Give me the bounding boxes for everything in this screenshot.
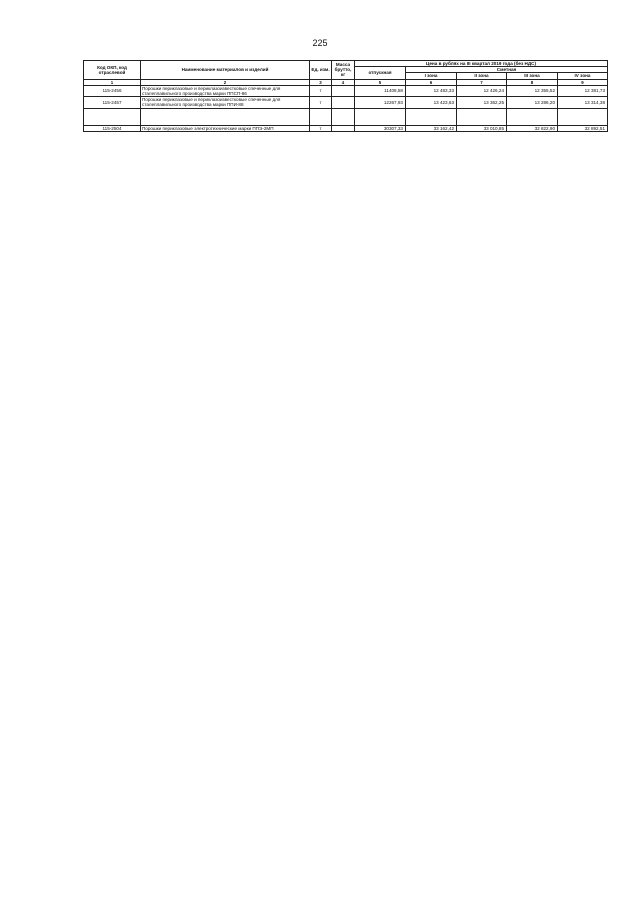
placeholder-cell — [507, 108, 558, 125]
placeholder-cell — [141, 108, 310, 125]
header-zone-4: IV зона — [558, 73, 608, 79]
column-index: 4 — [332, 79, 355, 85]
placeholder-cell — [310, 108, 332, 125]
row-zone-4-price: 13 314,38 — [558, 97, 608, 108]
row-unit: т — [310, 97, 332, 108]
row-zone-1-price: 13 423,63 — [406, 97, 457, 108]
table-row — [84, 97, 608, 108]
row-zone-2-price: 12 426,24 — [457, 85, 507, 96]
header-code: Код ОКП, код отраслевой — [84, 61, 141, 80]
placeholder-cell — [457, 108, 507, 125]
row-mass — [332, 85, 355, 96]
row-zone-2-price: 33 010,85 — [457, 125, 507, 131]
column-index: 3 — [310, 79, 332, 85]
unread-rows-placeholder — [84, 108, 608, 125]
header-zone-3: III зона — [507, 73, 558, 79]
row-unit: т — [310, 85, 332, 96]
row-mass — [332, 125, 355, 131]
row-release-price: 11408,58 — [355, 85, 406, 96]
row-zone-3-price: 32 822,90 — [507, 125, 558, 131]
price-table — [83, 60, 608, 132]
header-zone-2: II зона — [457, 73, 507, 79]
column-index: 6 — [406, 79, 457, 85]
row-name: Порошки периклазовые и периклазоизвестковые спеченные для сталеплавильного производства марки ППИ-88 — [141, 97, 310, 108]
row-zone-3-price: 12 355,52 — [507, 85, 558, 96]
row-code: 115-2457 — [84, 97, 141, 108]
placeholder-cell — [406, 108, 457, 125]
header-price-group: Цена в рублях на III квартал 2019 года (без НДС) — [355, 61, 608, 67]
row-zone-1-price: 33 162,42 — [406, 125, 457, 131]
row-release-price: 30307,33 — [355, 125, 406, 131]
row-name: Порошки периклазовые и периклазоизвестковые спеченные для сталеплавильного производства марки ППСП-86 — [141, 85, 310, 96]
header-unit: Ед. изм. — [310, 61, 332, 80]
row-zone-2-price: 13 362,25 — [457, 97, 507, 108]
placeholder-cell — [558, 108, 608, 125]
placeholder-cell — [84, 108, 141, 125]
header-release: отпускная — [355, 67, 406, 79]
placeholder-cell — [355, 108, 406, 125]
table-body — [84, 85, 608, 131]
row-zone-4-price: 12 381,73 — [558, 85, 608, 96]
header-zone-1: I зона — [406, 73, 457, 79]
header-mass: Масса брутто, кг — [332, 61, 355, 80]
placeholder-cell — [332, 108, 355, 125]
price-table-container — [83, 60, 607, 132]
row-release-price: 12267,93 — [355, 97, 406, 108]
row-unit: т — [310, 125, 332, 131]
table-row — [84, 125, 608, 131]
row-zone-4-price: 32 892,51 — [558, 125, 608, 131]
column-index: 5 — [355, 79, 406, 85]
header-name: Наименование материалов и изделий — [141, 61, 310, 80]
row-code: 115-2504 — [84, 125, 141, 131]
header-estimate-group: Сметная — [406, 67, 608, 73]
page-number: 225 — [312, 38, 328, 48]
row-code: 115-2456 — [84, 85, 141, 96]
column-index: 8 — [507, 79, 558, 85]
column-index: 7 — [457, 79, 507, 85]
column-index: 2 — [141, 79, 310, 85]
row-zone-1-price: 12 483,33 — [406, 85, 457, 96]
row-zone-3-price: 13 286,20 — [507, 97, 558, 108]
table-row — [84, 85, 608, 96]
column-index: 9 — [558, 79, 608, 85]
row-name: Порошки периклазовые электротехнические марки ППЭ-2МП — [141, 125, 310, 131]
row-mass — [332, 97, 355, 108]
column-index: 1 — [84, 79, 141, 85]
